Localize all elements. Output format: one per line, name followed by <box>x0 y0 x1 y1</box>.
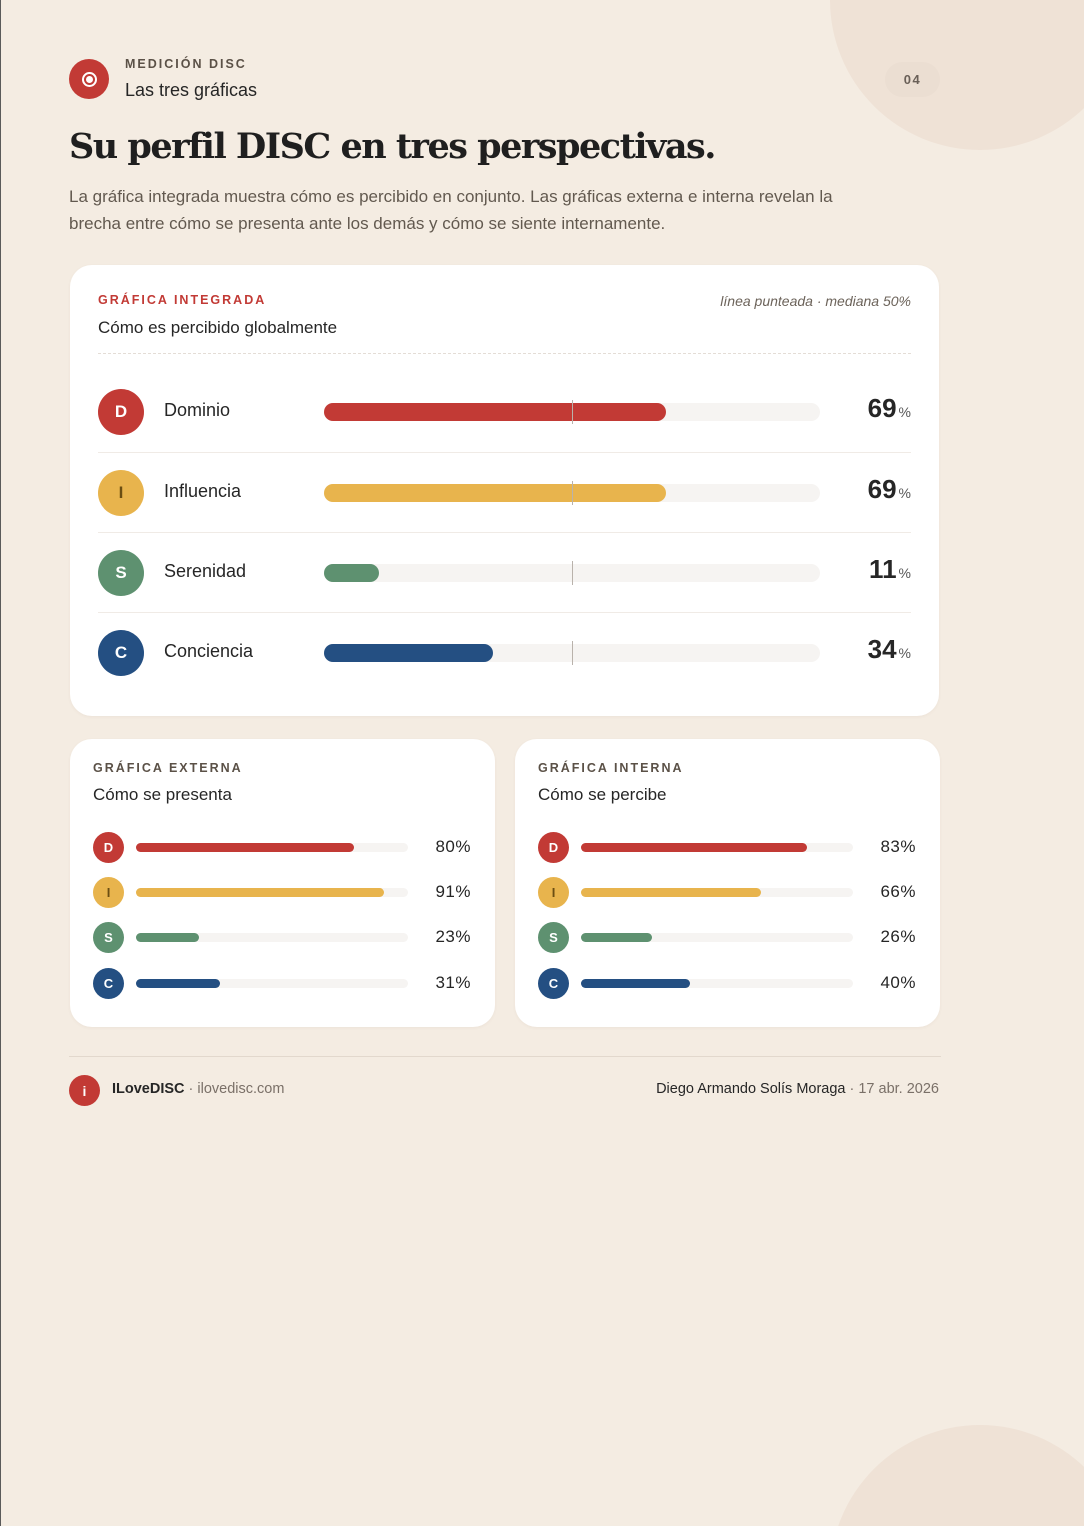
bar-track <box>136 933 408 942</box>
bar-fill <box>136 933 199 942</box>
badge-c: C <box>98 630 144 676</box>
row-percentage: 69 % <box>867 393 911 423</box>
median-marker <box>572 561 573 585</box>
integrated-row-d <box>98 372 911 452</box>
bar-fill <box>581 888 761 897</box>
bar-fill <box>324 403 666 421</box>
bar-track <box>136 843 408 852</box>
integrated-label: GRÁFICA INTEGRADA <box>98 293 267 307</box>
bar-fill <box>581 933 652 942</box>
row-percentage: 31% <box>435 973 471 992</box>
decorative-blob-top <box>830 0 1084 150</box>
median-marker <box>572 481 573 505</box>
row-percentage: 34 % <box>867 634 911 664</box>
page-title: Su perfil DISC en tres perspectivas. <box>69 126 715 167</box>
bar-track <box>136 888 408 897</box>
external-row-c <box>93 968 471 1000</box>
internal-subtitle: Cómo se percibe <box>538 785 667 804</box>
internal-chart-card <box>515 739 940 1027</box>
row-percentage: 40% <box>880 973 916 992</box>
internal-row-s <box>538 922 916 954</box>
badge-s: S <box>98 550 144 596</box>
bar-fill <box>324 644 493 662</box>
brand-domain: · ilovedisc.com <box>184 1081 285 1097</box>
brand-logo-icon: i <box>69 1075 100 1106</box>
internal-row-c <box>538 968 916 1000</box>
brand-name: ILoveDISC <box>112 1081 185 1097</box>
bar-fill <box>581 979 690 988</box>
external-row-d <box>93 832 471 864</box>
integrated-row-i <box>98 452 911 532</box>
bar-fill <box>136 979 220 988</box>
bar-track <box>581 888 853 897</box>
bar-track <box>324 403 820 421</box>
bar-track <box>581 843 853 852</box>
target-icon <box>69 59 109 99</box>
bar-track <box>581 933 853 942</box>
external-label: GRÁFICA EXTERNA <box>93 761 243 775</box>
median-note: línea punteada · mediana 50% <box>720 293 911 309</box>
section-title: Las tres gráficas <box>125 80 258 100</box>
median-marker <box>572 641 573 665</box>
external-row-i <box>93 877 471 909</box>
median-marker <box>572 400 573 424</box>
row-name: Dominio <box>164 400 231 420</box>
badge-d: D <box>93 832 124 863</box>
row-name: Influencia <box>164 481 242 501</box>
bar-track <box>324 644 820 662</box>
external-chart-card <box>70 739 495 1027</box>
row-percentage: 23% <box>435 927 471 946</box>
row-name: Serenidad <box>164 561 247 581</box>
footer-brand <box>112 1081 284 1097</box>
badge-i: I <box>538 877 569 908</box>
internal-label: GRÁFICA INTERNA <box>538 761 684 775</box>
intro-paragraph: La gráfica integrada muestra cómo es percibido en conjunto. Las gráficas externa e interna revelan la brecha entre cómo se presenta ante los demás y cómo se siente internamente. <box>69 187 833 233</box>
row-percentage: 83% <box>880 837 916 856</box>
bar-track <box>324 564 820 582</box>
bar-fill <box>136 888 384 897</box>
integrated-subtitle: Cómo es percibido globalmente <box>98 318 338 337</box>
row-percentage: 91% <box>435 882 471 901</box>
badge-s: S <box>538 922 569 953</box>
badge-c: C <box>93 968 124 999</box>
internal-row-d <box>538 832 916 864</box>
integrated-row-c <box>98 612 911 692</box>
integrated-row-s <box>98 532 911 612</box>
badge-d: D <box>538 832 569 863</box>
badge-d: D <box>98 389 144 435</box>
page-number-badge: 04 <box>885 62 940 97</box>
badge-i: I <box>93 877 124 908</box>
badge-i: I <box>98 470 144 516</box>
footer-person-date <box>656 1081 939 1097</box>
external-subtitle: Cómo se presenta <box>93 785 232 804</box>
bar-track <box>324 484 820 502</box>
row-name: Conciencia <box>164 641 254 661</box>
internal-row-i <box>538 877 916 909</box>
row-percentage: 66% <box>880 882 916 901</box>
badge-c: C <box>538 968 569 999</box>
row-percentage: 80% <box>435 837 471 856</box>
row-percentage: 26% <box>880 927 916 946</box>
divider <box>98 353 911 354</box>
bar-fill <box>581 843 807 852</box>
bar-fill <box>324 484 666 502</box>
person-name: Diego Armando Solís Moraga <box>656 1081 846 1097</box>
badge-s: S <box>93 922 124 953</box>
report-date: · 17 abr. 2026 <box>845 1081 939 1097</box>
row-percentage: 11 % <box>869 554 911 584</box>
row-percentage: 69 % <box>867 474 911 504</box>
bar-fill <box>136 843 354 852</box>
footer-divider <box>69 1056 941 1057</box>
external-row-s <box>93 922 471 954</box>
section-eyebrow: MEDICIÓN DISC <box>125 57 247 71</box>
decorative-blob-bottom <box>830 1425 1084 1526</box>
integrated-chart-card <box>70 265 939 716</box>
bar-track <box>581 979 853 988</box>
bar-fill <box>324 564 379 582</box>
bar-track <box>136 979 408 988</box>
